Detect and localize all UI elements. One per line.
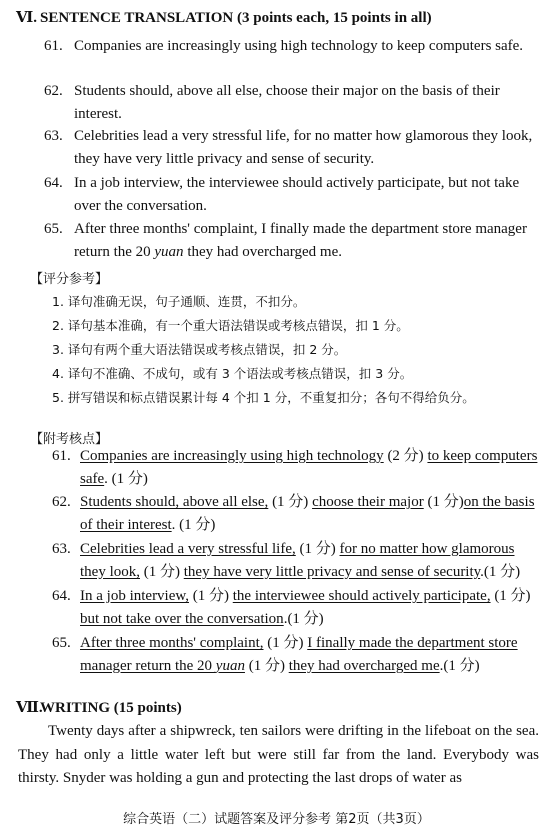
score-note: (1 分) bbox=[423, 494, 464, 510]
assessed-phrase: on the basis of their interest bbox=[80, 494, 535, 533]
key-point-item bbox=[52, 585, 541, 631]
key-point-text bbox=[52, 538, 541, 584]
key-point-text bbox=[52, 445, 541, 491]
section-7-numeral: Ⅶ. bbox=[16, 700, 43, 716]
item-text: Students should, above all else, choose their major on the basis of their interest. bbox=[74, 83, 500, 122]
key-point-item bbox=[52, 538, 541, 584]
score-note: (1 分) bbox=[263, 635, 308, 651]
score-note: (2 分) bbox=[383, 448, 428, 464]
section-6-heading bbox=[16, 8, 432, 27]
assessed-phrase: yuan bbox=[215, 658, 245, 674]
key-point-text bbox=[52, 632, 541, 678]
score-note: (1 分) bbox=[189, 588, 233, 604]
key-points-heading: 【附考核点】 bbox=[30, 432, 109, 447]
criteria-item: 5. 拼写错误和标点错误累计每 4 个扣 1 分，不重复扣分；各句不得给负分。 bbox=[52, 390, 475, 405]
score-note: .(1 分) bbox=[439, 658, 480, 674]
assessed-phrase: After three months' complaint, bbox=[80, 635, 264, 651]
item-number: 65. bbox=[44, 221, 63, 237]
criteria-heading: 【评分参考】 bbox=[30, 272, 109, 287]
assessed-phrase: choose their major bbox=[312, 494, 424, 510]
assessed-phrase: the interviewee should actively participate, bbox=[232, 588, 491, 604]
score-note: .(1 分) bbox=[480, 564, 521, 580]
text-segment: they had overcharged me. bbox=[183, 244, 342, 260]
score-note: (1 分) bbox=[490, 588, 531, 604]
item-number: 63. bbox=[44, 128, 63, 144]
key-point-item bbox=[52, 445, 541, 491]
assessed-phrase: In a job interview, bbox=[80, 588, 189, 604]
text-italic: yuan bbox=[154, 244, 184, 260]
item-number: 64. bbox=[52, 588, 71, 604]
score-note: . (1 分) bbox=[171, 517, 216, 533]
item-number: 61. bbox=[52, 448, 71, 464]
item-text: Companies are increasingly using high technology to keep computers safe. bbox=[74, 38, 524, 54]
item-text: Celebrities lead a very stressful life, for no matter how glamorous they look, they have very little privacy and sense of security. bbox=[74, 128, 533, 167]
assessed-phrase: for no matter how glamorous they look, bbox=[80, 541, 515, 580]
item-text: In a job interview, the interviewee should actively participate, but not take over the conversation. bbox=[74, 175, 520, 214]
item-text bbox=[44, 218, 537, 264]
key-point-text bbox=[52, 585, 541, 631]
assessed-phrase: they had overcharged me bbox=[288, 658, 440, 674]
key-point-item bbox=[52, 491, 541, 537]
translation-item bbox=[44, 80, 537, 126]
section-7-title: WRITING (15 points) bbox=[40, 700, 182, 716]
translation-item bbox=[44, 125, 537, 171]
score-note: (1 分) bbox=[295, 541, 340, 557]
criteria-item: 3. 译句有两个重大语法错误或考核点错误，扣 2 分。 bbox=[52, 342, 347, 357]
item-number: 62. bbox=[52, 494, 71, 510]
item-number: 62. bbox=[44, 83, 63, 99]
score-note: (1 分) bbox=[140, 564, 184, 580]
assessed-phrase: Companies are increasingly using high technology bbox=[80, 448, 384, 464]
section-6-numeral: Ⅵ. bbox=[16, 10, 37, 26]
score-note: .(1 分) bbox=[283, 611, 324, 627]
criteria-item: 1. 译句准确无误，句子通顺、连贯，不扣分。 bbox=[52, 294, 306, 309]
key-point-text bbox=[52, 491, 541, 537]
assessed-phrase: Celebrities lead a very stressful life, bbox=[80, 541, 296, 557]
item-number: 65. bbox=[52, 635, 71, 651]
item-number: 61. bbox=[44, 38, 63, 54]
assessed-phrase: they have very little privacy and sense of security bbox=[183, 564, 481, 580]
translation-item bbox=[44, 218, 537, 264]
assessed-phrase: to keep computers safe bbox=[80, 448, 538, 487]
writing-prompt: Twenty days after a shipwreck, ten sailors were drifting in the lifeboat on the sea. They had only a little water left but were still far from the land. Everybody was thirsty. Snyder was holding a gun and protecting the last drops of water as bbox=[18, 723, 539, 786]
text-segment: After three months' complaint, I finally made the department store manager return the 20 bbox=[74, 221, 527, 260]
assessed-phrase: but not take over the conversation bbox=[80, 611, 284, 627]
translation-item bbox=[44, 172, 537, 218]
page-footer: 综合英语（二）试题答案及评分参考 第2页（共3页） bbox=[123, 812, 430, 827]
assessed-phrase: Students should, above all else, bbox=[80, 494, 269, 510]
section-7-heading bbox=[16, 698, 182, 717]
item-number: 63. bbox=[52, 541, 71, 557]
score-note: . (1 分) bbox=[104, 471, 148, 487]
item-number: 64. bbox=[44, 175, 63, 191]
score-note: (1 分) bbox=[244, 658, 289, 674]
section-6-title: SENTENCE TRANSLATION (3 points each, 15 points in all) bbox=[40, 10, 432, 26]
criteria-item: 4. 译句不准确、不成句，或有 3 个语法或考核点错误，扣 3 分。 bbox=[52, 366, 413, 381]
key-point-item bbox=[52, 632, 541, 678]
translation-item bbox=[44, 35, 537, 58]
assessed-phrase: I finally made the department store manager return the 20 bbox=[80, 635, 518, 674]
score-note: (1 分) bbox=[268, 494, 313, 510]
criteria-item: 2. 译句基本准确，有一个重大语法错误或考核点错误，扣 1 分。 bbox=[52, 318, 409, 333]
